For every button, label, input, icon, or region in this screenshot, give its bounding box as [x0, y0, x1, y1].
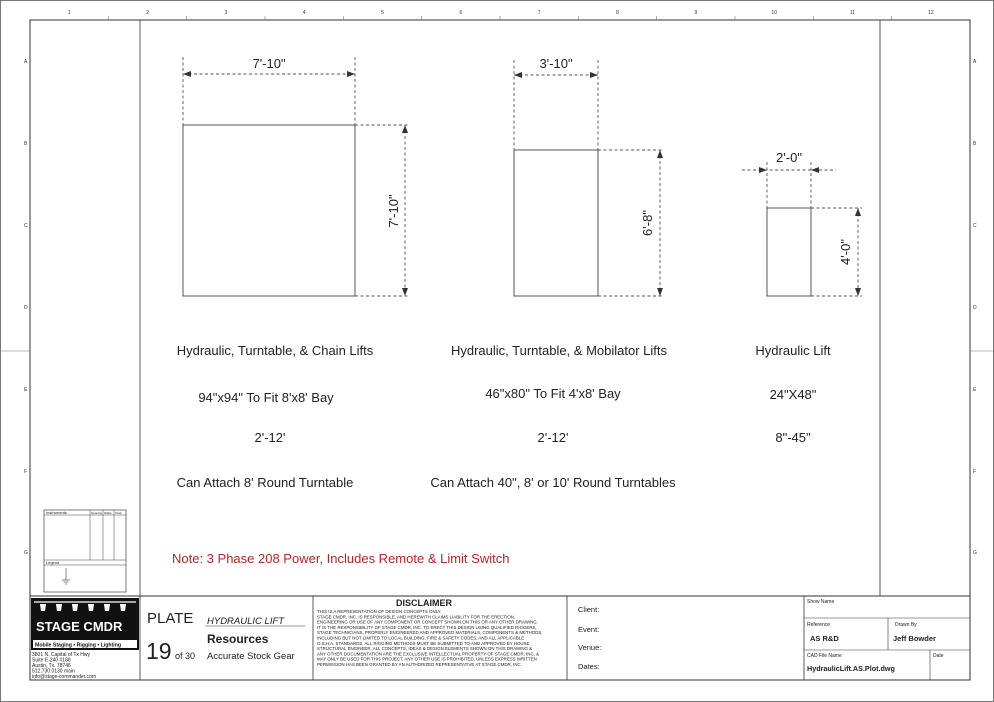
- date-label: Date: [933, 653, 944, 659]
- company-logo: [31, 598, 139, 650]
- disclaimer-line: THIS IS A REPRESENTATION OF DESIGN CONCEPTS ONLY.: [317, 609, 442, 614]
- plate-title: HYDRAULIC LIFT: [207, 616, 285, 627]
- disclaimer-title: DISCLAIMER: [396, 598, 452, 608]
- grid-column-label: 11: [849, 10, 856, 16]
- power-note: Note: 3 Phase 208 Power, Includes Remote & Limit Switch: [172, 551, 510, 566]
- logo-tagline: Mobile Staging • Rigging • Lighting: [35, 642, 122, 649]
- drawn-by-value: Jeff Bowder: [893, 634, 936, 643]
- lift-travel: 2'-12': [254, 430, 286, 445]
- disclaimer-text: [317, 609, 543, 667]
- grid-row-label: D: [973, 305, 977, 311]
- event-label: Event:: [578, 625, 600, 634]
- cad-file-value: HydraulicLift.AS.Plot.dwg: [807, 664, 895, 673]
- legend-box: [44, 510, 126, 592]
- grid-column-label: 8: [616, 10, 619, 16]
- grid-row-label: B: [24, 141, 28, 147]
- grid-column-label: 4: [302, 10, 306, 16]
- grid-row-label: A: [973, 59, 977, 65]
- grid-row-label: G: [24, 550, 28, 556]
- lift-turntable: Can Attach 8' Round Turntable: [176, 475, 354, 490]
- height-dimension-label: 4'-0": [838, 239, 853, 265]
- address-line: 3801 N. Capital of Tx Hwy: [32, 652, 90, 658]
- width-dimension-label: 3'-10": [539, 56, 573, 71]
- cad-file-label: CAD File Name: [807, 653, 842, 659]
- grid-column-label: 5: [381, 10, 384, 16]
- disclaimer-line: ENGINEERING OR USE OF ANY COMPONENT OR CONCEPT SHOWN ON THIS OR ANY OTHER DRAWING.: [317, 619, 538, 625]
- quantity-header: Quantity: [91, 511, 103, 515]
- height-dimension-label: 7'-10": [386, 194, 401, 228]
- disclaimer-line: MAY ONLY BE USED FOR THIS PROJECT. ANY OTHER USE IS PROHIBITED, UNLESS EXPRESS WRITTEN: [317, 656, 537, 662]
- drawn-by-label: Drawn By: [895, 622, 917, 628]
- width-dimension-label: 2'-0": [776, 150, 802, 165]
- lift-name: Hydraulic, Turntable, & Mobilator Lifts: [450, 343, 668, 358]
- resources-label: Resources: [207, 632, 269, 646]
- grid-row-label: E: [973, 387, 977, 393]
- height-dimension-label: 6'-8": [640, 210, 655, 236]
- grid-column-label: 7: [537, 10, 541, 16]
- venue-label: Venue:: [578, 643, 602, 652]
- watts-header: Watts: [104, 511, 112, 515]
- lift-name: Hydraulic Lift: [755, 343, 831, 358]
- disclaimer-line: O.S.H.A. STANDARDS. ALL RIGGING METHODS MUST BE SUBMITTED TO AND APPROVED BY HOUSE: [317, 640, 530, 646]
- lift-size: 94"x94" To Fit 8'x8' Bay: [198, 390, 334, 405]
- dates-label: Dates:: [578, 662, 600, 671]
- legend-header: Legend: [46, 560, 60, 565]
- logo-wordmark: STAGE CMDR: [36, 619, 123, 634]
- grid-row-label: A: [24, 59, 28, 65]
- reference-label: Reference: [807, 622, 831, 628]
- grid-column-label: 9: [694, 10, 698, 16]
- disclaimer-line: ANY OTHER DOCUMENTATION ARE THE EXCLUSIVE INTELLECTUAL PROPERTY OF STAGE CMDR, INC. &: [317, 651, 540, 657]
- grid-row-label: F: [973, 469, 977, 475]
- instruments-header: Instruments: [46, 510, 67, 515]
- plate-label: PLATE: [147, 610, 194, 627]
- width-dimension-label: 7'-10": [252, 56, 286, 71]
- disclaimer-line: IT IS THE RESPONSIBILITY OF STAGE CMDR, INC. TO ERECT THIS DESIGN USING QUALIFIED RIGGERS,: [317, 624, 537, 630]
- grid-column-label: 1: [67, 10, 71, 16]
- grid-row-label: C: [973, 223, 977, 229]
- grid-row-label: F: [24, 469, 28, 475]
- grid-column-label: 2: [146, 10, 149, 16]
- plate-total: of 30: [175, 651, 196, 661]
- address-line: info@stage-commander.com: [32, 674, 96, 680]
- lift-travel: 8"-45": [775, 430, 811, 445]
- plate-subtitle: Accurate Stock Gear: [207, 651, 295, 662]
- plate-number: 19: [146, 638, 172, 664]
- lift-name: Hydraulic, Turntable, & Chain Lifts: [176, 343, 374, 358]
- grid-row-label: D: [24, 305, 28, 311]
- grid-column-label: 12: [928, 10, 934, 16]
- show-name-label: Show Name: [807, 599, 835, 605]
- disclaimer-line: INCLUDING BUT NOT LIMITED TO LOCAL BUILDING, FIRE & SAFETY CODES, AND ALL APPLICABLE: [317, 635, 525, 641]
- disclaimer-line: STAGE TECHNICIANS, PROPERLY ENGINEERED AND APPROVED MATERIALS, COMPONENTS & METHODS,: [317, 630, 543, 636]
- reference-value: AS R&D: [810, 634, 839, 643]
- grid-row-label: E: [24, 387, 28, 393]
- client-label: Client:: [578, 605, 600, 614]
- lift-travel: 2'-12': [537, 430, 569, 445]
- disclaimer-line: STRUCTURAL ENGINEER. ALL CONCEPTS, IDEAS & DESIGN ELEMENTS SHOWN ON THIS DRAWING &: [317, 646, 533, 652]
- grid-row-label: B: [973, 141, 977, 147]
- grid-row-label: C: [24, 223, 28, 229]
- instruments-legend-table: [44, 510, 126, 592]
- grid-column-label: 6: [459, 10, 463, 16]
- lift-turntable: Can Attach 40", 8' or 10' Round Turntables: [430, 475, 676, 490]
- disclaimer-line: PERMISSION HAS BEEN GRANTED BY AN AUTHORIZED REPRESENTATIVE AT STAGE CMDR, INC.: [317, 662, 522, 667]
- address-line: Suite E-240 #188: [32, 657, 71, 664]
- address-line: Austin, Tx. 78746: [32, 663, 71, 669]
- grid-column-label: 3: [224, 10, 228, 16]
- lift-size: 46"x80" To Fit 4'x8' Bay: [485, 386, 621, 401]
- disclaimer-line: STAGE CMDR, INC. IS RESPONSIBLE, AND HEREWITH CLAIMS LIABILITY FOR THE ERECTION,: [317, 614, 516, 620]
- address-line: 512.730.0130 main: [32, 668, 75, 675]
- grid-column-label: 10: [771, 10, 777, 16]
- lift-size: 24"X48": [769, 387, 817, 402]
- grid-row-label: G: [973, 550, 977, 556]
- total-header: Total: [115, 511, 122, 515]
